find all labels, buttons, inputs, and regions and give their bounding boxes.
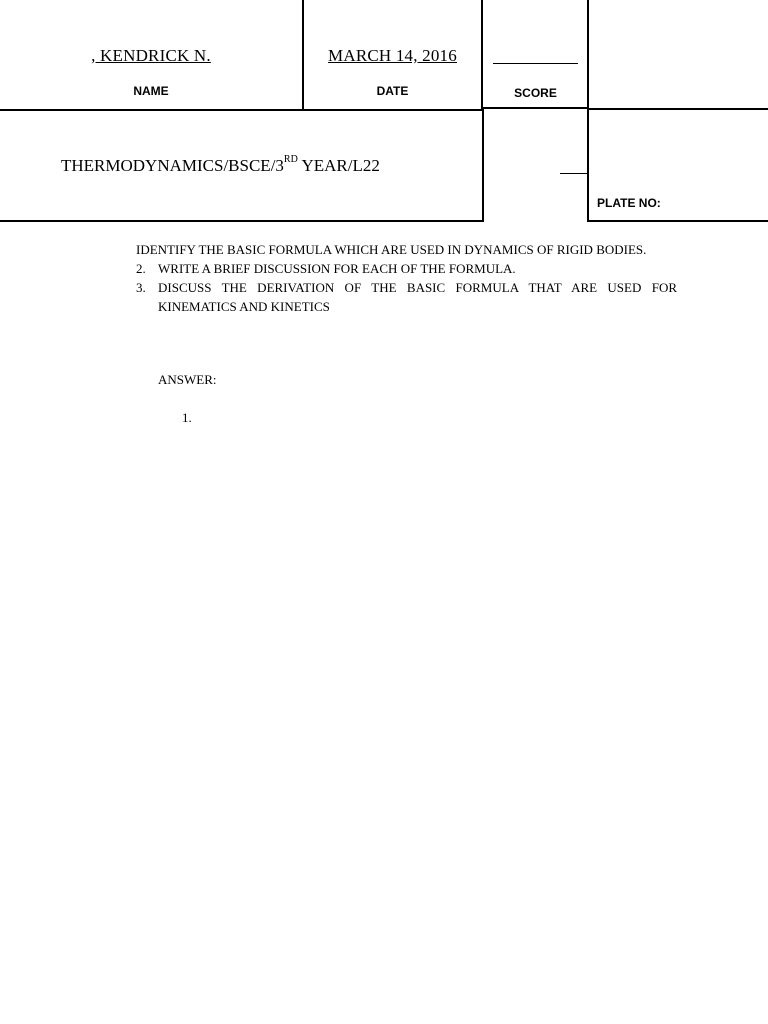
answer-item-number: 1. — [182, 410, 192, 425]
instruction-item — [136, 240, 677, 259]
instruction-item — [136, 259, 677, 278]
instruction-text: IDENTIFY THE BASIC FORMULA WHICH ARE USED IN DYNAMICS OF RIGID BODIES. — [136, 242, 647, 257]
instruction-text: WRITE A BRIEF DISCUSSION FOR EACH OF THE FORMULA. — [158, 261, 516, 276]
instruction-number: 2. — [136, 261, 146, 276]
subject-title — [61, 156, 380, 176]
date-label: DATE — [376, 84, 409, 98]
instructions-list — [136, 240, 677, 316]
subject-superscript: RD — [283, 154, 298, 165]
name-box — [0, 0, 304, 111]
date-value: MARCH 14, 2016 — [328, 46, 457, 65]
date-box — [302, 0, 483, 111]
score-box — [481, 0, 590, 109]
plate-box — [587, 108, 768, 222]
instruction-text: DISCUSS THE DERIVATION OF THE BASIC FORMULA THAT ARE USED FOR KINEMATICS AND KINETICS — [158, 280, 677, 314]
subject-suffix: YEAR/L22 — [297, 156, 380, 175]
answer-label: ANSWER: — [158, 372, 217, 387]
subject-prefix: THERMODYNAMICS/BSCE/3 — [61, 156, 284, 175]
instruction-item — [136, 278, 677, 316]
score-label: SCORE — [514, 86, 557, 100]
instruction-number: 3. — [136, 280, 146, 295]
corner-box — [587, 0, 768, 110]
score-blank-line — [493, 63, 578, 64]
name-label: NAME — [133, 84, 169, 98]
plate-label: PLATE NO: — [597, 196, 661, 210]
name-value: , KENDRICK N. — [91, 46, 211, 65]
